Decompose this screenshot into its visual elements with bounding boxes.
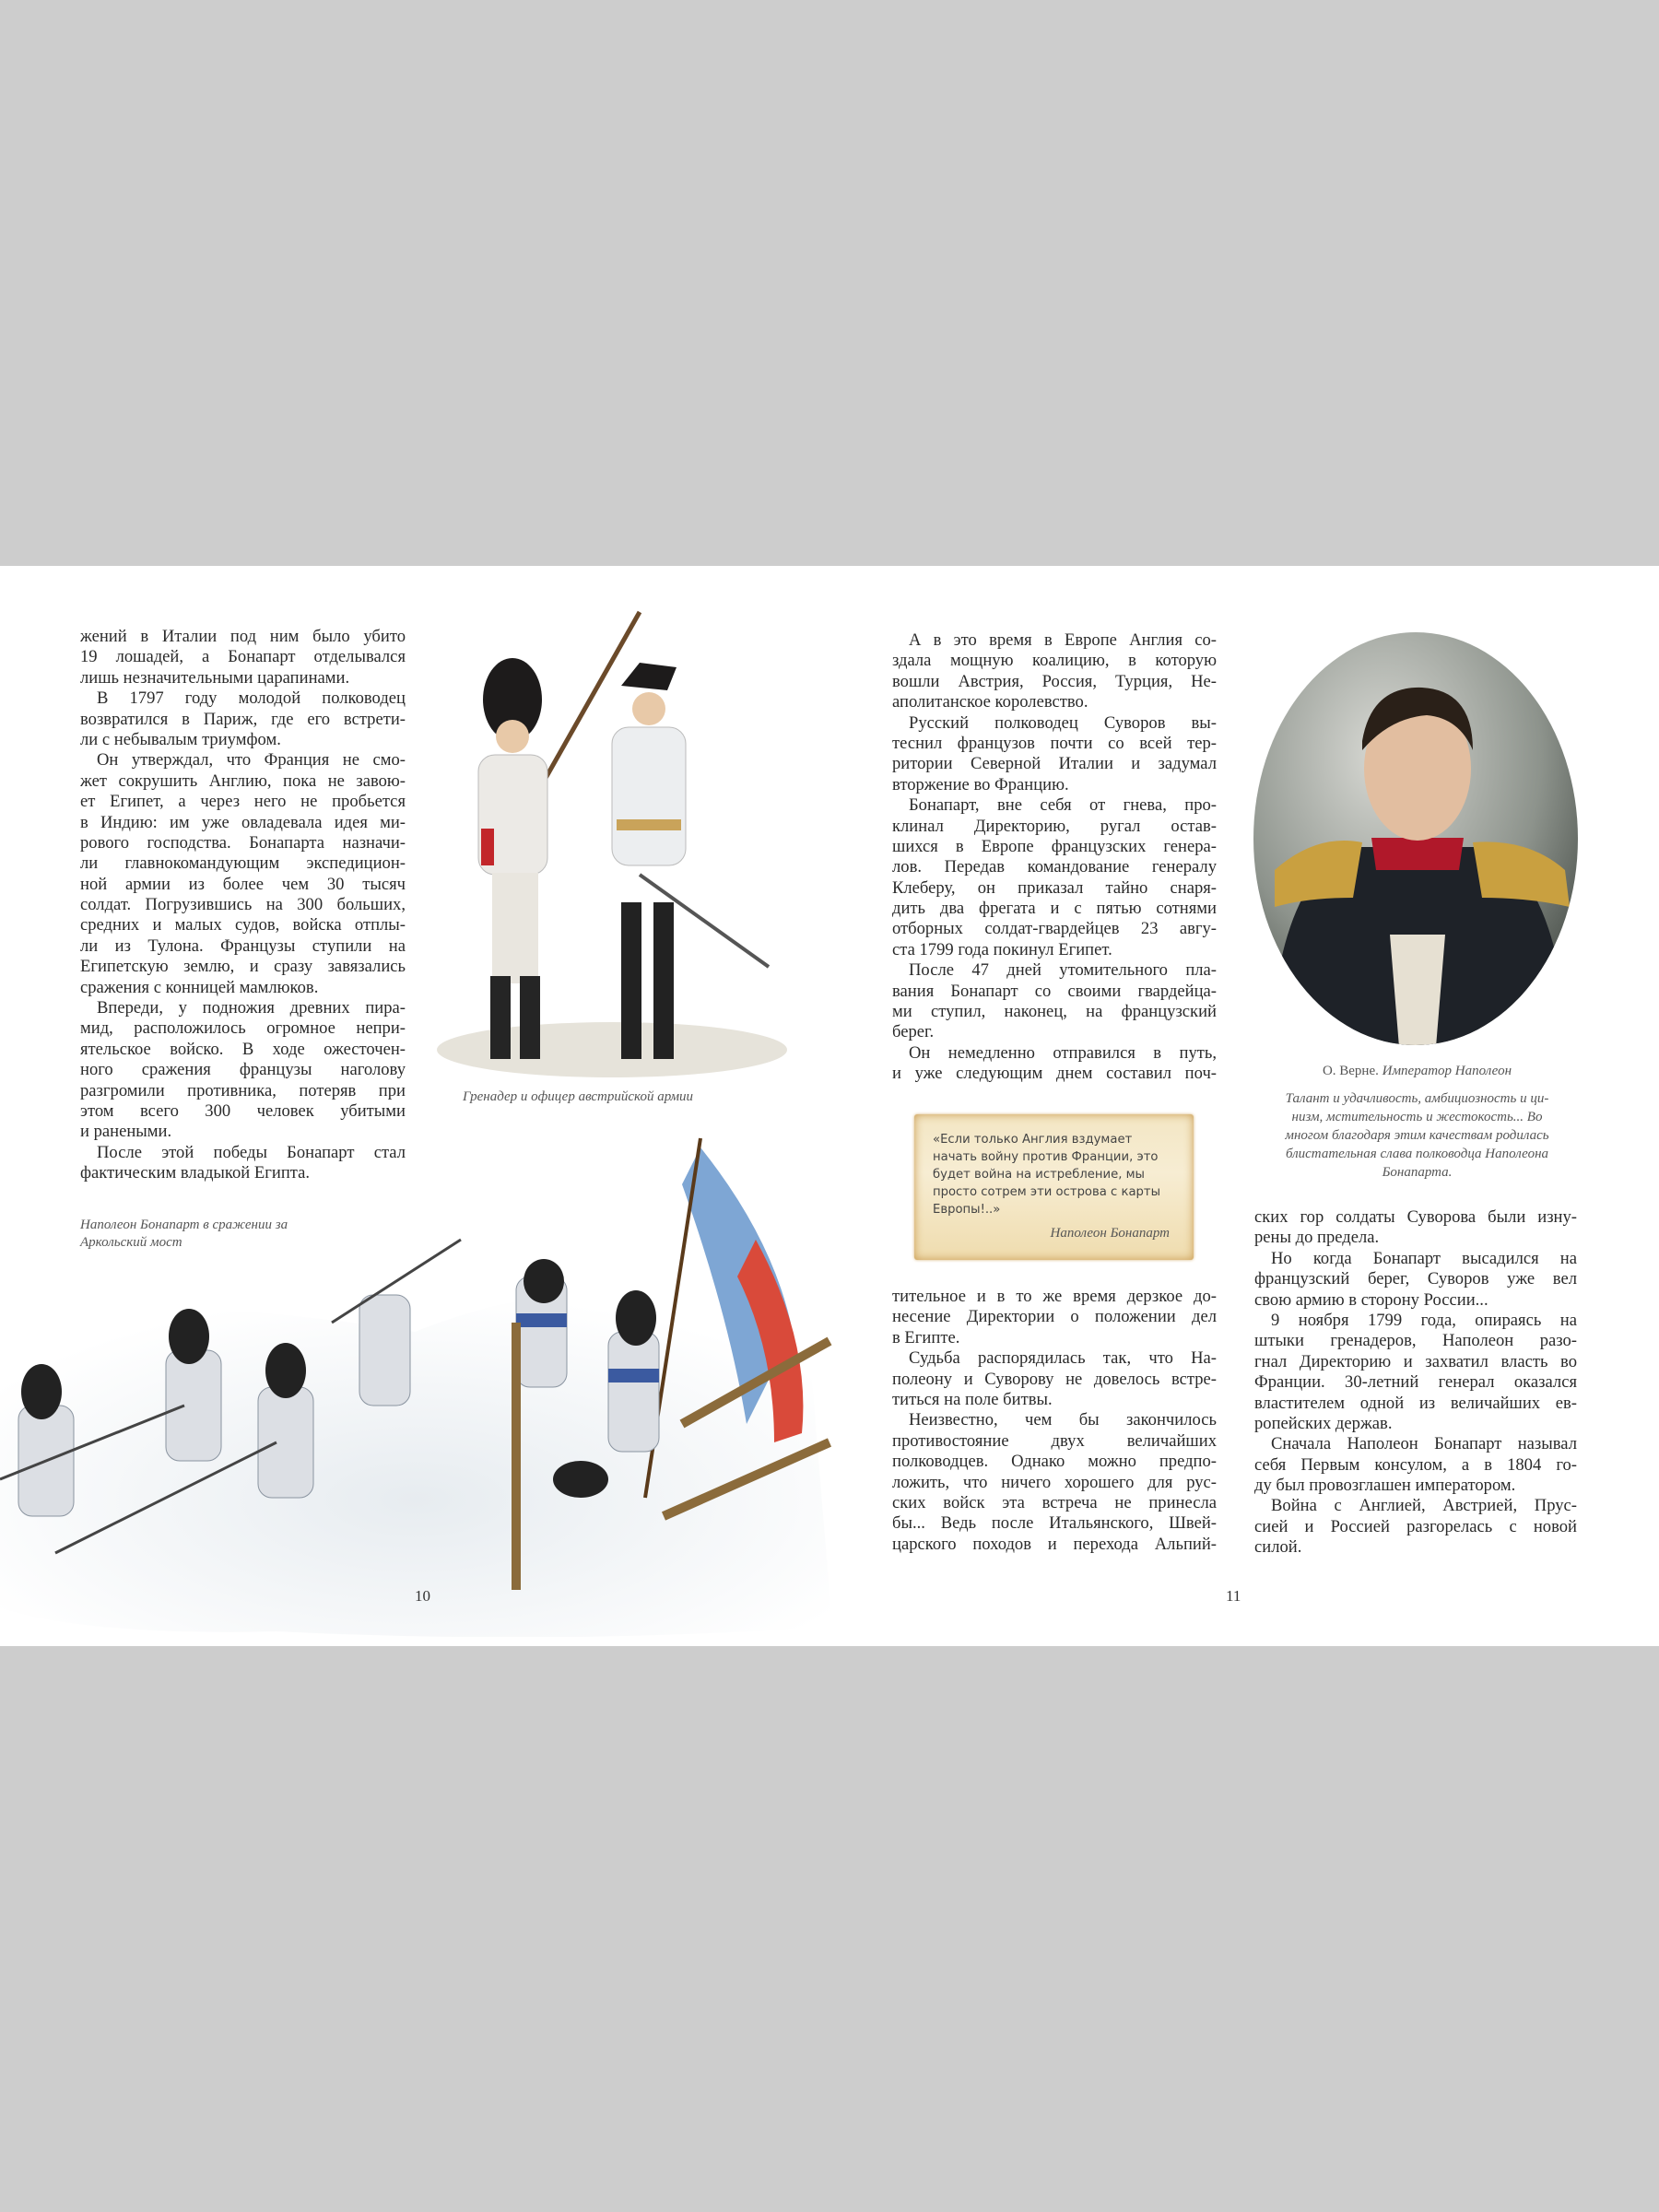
portrait-caption-author: О. Верне. — [1322, 1064, 1379, 1078]
portrait-caption-title: Император Наполеон — [1382, 1064, 1512, 1078]
paragraph-line: Неизвестно, чем бы закончилось — [909, 1410, 1217, 1430]
right-page-text-column-top — [892, 630, 1217, 1085]
portrait-note-line: блистательная слава полководца Наполеона — [1285, 1147, 1549, 1161]
paragraph-line: ной армии из более чем 30 тысяч — [80, 874, 406, 894]
paragraph-line: аполитанское королевство. — [892, 692, 1088, 712]
paragraph-line: в Египте. — [892, 1327, 960, 1347]
paragraph-line: свою армию в сторону России... — [1254, 1289, 1488, 1310]
paragraph-line: ду был провозглашен императором. — [1254, 1476, 1516, 1496]
quote-text: «Если только Англия вздумает начать войну против Франции, это будет война на истребление, мы просто сотрем эти острова с карты Европы!..» — [933, 1133, 1161, 1217]
paragraph-line: средних и малых судов, войска отплы- — [80, 915, 406, 935]
paragraph-line: Война с Англией, Австрией, Прус- — [1271, 1496, 1577, 1516]
paragraph-line: отборных солдат-гвардейцев 23 авгу- — [892, 919, 1217, 939]
paragraph-line: Сначала Наполеон Бонапарт называл — [1271, 1434, 1577, 1454]
paragraph-line: ропейских держав. — [1254, 1413, 1393, 1433]
arcole-bridge-battle-illustration — [0, 1129, 832, 1637]
paragraph-line: Франции. 30-летний генерал оказался — [1254, 1372, 1577, 1393]
paragraph-line: французский берег, Суворов уже вел — [1254, 1269, 1577, 1289]
paragraph-line: здала мощную коалицию, в которую — [892, 651, 1217, 671]
paragraph-line: Он немедленно отправился в путь, — [909, 1042, 1217, 1063]
paragraph-line: несение Директории о положении дел — [892, 1307, 1217, 1327]
paragraph-line: царского походов и перехода Альпий- — [892, 1534, 1217, 1554]
paragraph-line: ет Египет, а через него не пробьется — [80, 792, 406, 812]
paragraph-line: властителем одной из величайших ев- — [1254, 1393, 1577, 1413]
paragraph-line: разгромили противника, потеряв при — [80, 1080, 406, 1100]
paragraph-line: штыки гренадеров, Наполеон разо- — [1254, 1331, 1577, 1351]
paragraph-line: бы... Ведь после Итальянского, Швей- — [892, 1513, 1217, 1534]
paragraph-line: ли главнокомандующим экспедицион- — [80, 853, 406, 874]
paragraph-line: ли с небывалым триумфом. — [80, 729, 281, 749]
portrait-note-line: Бонапарта. — [1382, 1165, 1453, 1180]
paragraph-line: гнал Директорию и захватил власть во — [1254, 1351, 1577, 1371]
paragraph-line: солдат. Погрузившись на 300 больших, — [80, 895, 406, 915]
paragraph-line: В 1797 году молодой полководец — [97, 688, 406, 709]
paragraph-line: ста 1799 года покинул Египет. — [892, 939, 1112, 959]
paragraph-line: ских гор солдаты Суворова были изну- — [1254, 1207, 1577, 1227]
paragraph-line: тительное и в то же время дерзкое до- — [892, 1287, 1217, 1306]
paragraph-line: теснил французов почти со всей тер- — [892, 733, 1217, 753]
right-page-text-column-middle — [892, 1287, 1217, 1555]
paragraph-line: Бонапарт, вне себя от гнева, про- — [909, 795, 1217, 816]
paragraph-line: 9 ноября 1799 года, опираясь на — [1271, 1310, 1577, 1330]
paragraph-line: полеону и Суворову не довелось встре- — [892, 1369, 1217, 1389]
paragraph-line: себя Первым консулом, а в 1804 го- — [1254, 1454, 1577, 1475]
paragraph-line: вания Бонапарт со своими гвардейца- — [892, 981, 1217, 1001]
paragraph-line: ли из Тулона. Французы ступили на — [80, 935, 406, 956]
paragraph-line: и уже следующим днем составил поч- — [892, 1064, 1217, 1084]
paragraph-line: возвратился в Париж, где его встрети- — [80, 709, 406, 729]
paragraph-line: титься на поле битвы. — [892, 1389, 1053, 1409]
paragraph-line: фактическим владыкой Египта. — [80, 1163, 311, 1183]
paragraph-line: После этой победы Бонапарт стал — [97, 1142, 406, 1162]
paragraph-line: и ранеными. — [80, 1122, 172, 1142]
paragraph-line: шихся в Европе французских генера- — [892, 836, 1217, 856]
paragraph-line: 19 лошадей, а Бонапарт отделывался — [80, 647, 406, 667]
paragraph-line: А в это время в Европе Англия со- — [909, 630, 1217, 650]
page-number-right: 11 — [1226, 1587, 1241, 1605]
grenadier-illustration — [428, 598, 800, 1079]
paragraph-line: ного сражения французы наголову — [80, 1060, 406, 1080]
portrait-note-line: низм, мстительность и жестокость... Во — [1291, 1110, 1543, 1124]
paragraph-line: полководцев. Однако можно предпо- — [892, 1452, 1217, 1472]
page-number-left: 10 — [415, 1587, 430, 1605]
paragraph-line: После 47 дней утомительного пла- — [909, 960, 1217, 981]
paragraph-line: в Индию: им уже овладевала идея ми- — [80, 812, 406, 832]
paragraph-line: жений в Италии под ним было убито — [80, 627, 406, 646]
portrait-note-line: многом благодаря этим качествам родилась — [1285, 1128, 1549, 1143]
paragraph-line: берег. — [892, 1022, 935, 1042]
paragraph-line: лов. Передав командование генералу — [892, 857, 1217, 877]
paragraph-line: вошли Австрия, Россия, Турция, Не- — [892, 671, 1217, 691]
paragraph-line: ложить, что ничего хорошего для рус- — [892, 1472, 1217, 1492]
paragraph-line: Египетскую землю, и сразу завязались — [80, 957, 406, 977]
paragraph-line: мид, расположилось огромное непри- — [80, 1018, 406, 1039]
battle-caption-line: Наполеон Бонапарт в сражении за — [80, 1218, 288, 1232]
paragraph-line: ятельское войско. В ходе ожесточен- — [80, 1039, 406, 1059]
paragraph-line: Клеберу, он приказал тайно снаря- — [892, 877, 1217, 898]
paragraph-line: Русский полководец Суворов вы- — [909, 712, 1217, 733]
paragraph-line: Судьба распорядилась так, что На- — [909, 1348, 1217, 1369]
paragraph-line: лишь незначительными царапинами. — [80, 667, 350, 688]
napoleon-portrait — [1252, 630, 1581, 1047]
paragraph-line: ритории Северной Италии и задумал — [892, 754, 1217, 774]
paragraph-line: вторжение во Францию. — [892, 774, 1069, 794]
grenadier-caption: Гренадер и офицер австрийской армии — [463, 1089, 694, 1104]
left-page-text-column — [80, 627, 406, 1184]
paragraph-line: клинал Директорию, ругал остав- — [892, 816, 1217, 836]
paragraph-line: силой. — [1254, 1537, 1302, 1558]
portrait-note — [1258, 1089, 1576, 1182]
paragraph-line: Но когда Бонапарт высадился на — [1271, 1248, 1577, 1268]
paragraph-line: противостояние двух величайших — [892, 1430, 1217, 1451]
paragraph-line: сией и Россией разгорелась с новой — [1254, 1516, 1577, 1536]
paragraph-line: ских войск эта встреча не принесла — [892, 1492, 1217, 1512]
paragraph-line: рены до предела. — [1254, 1228, 1380, 1248]
right-page-text-column-right — [1254, 1207, 1577, 1559]
paragraph-line: Он утверждал, что Франция не смо- — [97, 750, 406, 771]
paragraph-line: ми ступил, наконец, на французский — [892, 1002, 1217, 1022]
quote-author: Наполеон Бонапарт — [1050, 1226, 1170, 1241]
paragraph-line: дить два фрегата и с пятью сотнями — [892, 899, 1217, 919]
portrait-note-line: Талант и удачливость, амбициозность и ци- — [1285, 1091, 1549, 1106]
paragraph-line: жет сокрушить Англию, пока не завою- — [80, 771, 406, 791]
paragraph-line: этом всего 300 человек убитыми — [80, 1100, 406, 1121]
portrait-caption — [1258, 1062, 1576, 1080]
paragraph-line: рового господства. Бонапарта назначи- — [80, 832, 406, 853]
paragraph-line: сражения с конницей мамлюков. — [80, 977, 319, 997]
battle-caption-line: Аркольский мост — [80, 1235, 182, 1250]
quote-box — [914, 1114, 1194, 1260]
paragraph-line: Впереди, у подножия древних пира- — [97, 998, 406, 1018]
